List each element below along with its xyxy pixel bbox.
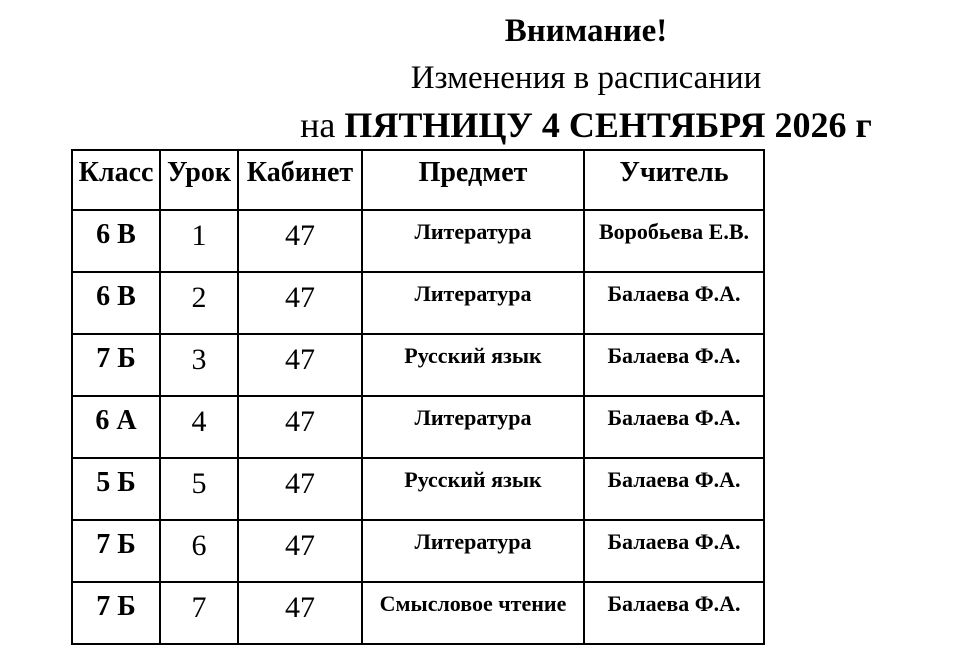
cell-class: 5 Б bbox=[72, 458, 160, 520]
cell-room: 47 bbox=[238, 582, 362, 644]
cell-subject: Русский язык bbox=[362, 334, 584, 396]
cell-subject: Литература bbox=[362, 272, 584, 334]
table-row bbox=[72, 582, 764, 644]
cell-class: 6 В bbox=[72, 210, 160, 272]
cell-class: 7 Б bbox=[72, 520, 160, 582]
cell-teacher: Балаева Ф.А. bbox=[584, 396, 764, 458]
cell-subject: Литература bbox=[362, 520, 584, 582]
cell-room: 47 bbox=[238, 272, 362, 334]
cell-subject: Литература bbox=[362, 396, 584, 458]
cell-class: 7 Б bbox=[72, 582, 160, 644]
cell-lesson: 1 bbox=[160, 210, 238, 272]
table-row bbox=[72, 272, 764, 334]
schedule-table bbox=[71, 149, 765, 645]
cell-class: 6 В bbox=[72, 272, 160, 334]
notice-date-line bbox=[100, 107, 972, 143]
notice-title: Внимание! bbox=[504, 13, 668, 49]
cell-room: 47 bbox=[238, 520, 362, 582]
cell-teacher: Воробьева Е.В. bbox=[584, 210, 764, 272]
cell-lesson: 2 bbox=[160, 272, 238, 334]
cell-room: 47 bbox=[238, 210, 362, 272]
date-prefix: на bbox=[300, 105, 336, 145]
table-row bbox=[72, 458, 764, 520]
cell-teacher: Балаева Ф.А. bbox=[584, 334, 764, 396]
header-lesson: Урок bbox=[160, 150, 238, 210]
cell-class: 6 А bbox=[72, 396, 160, 458]
header-room: Кабинет bbox=[238, 150, 362, 210]
table-row bbox=[72, 396, 764, 458]
cell-subject: Литература bbox=[362, 210, 584, 272]
table-header-row bbox=[72, 150, 764, 210]
cell-room: 47 bbox=[238, 458, 362, 520]
header-subject: Предмет bbox=[362, 150, 584, 210]
cell-teacher: Балаева Ф.А. bbox=[584, 272, 764, 334]
header-teacher: Учитель bbox=[584, 150, 764, 210]
cell-lesson: 7 bbox=[160, 582, 238, 644]
cell-lesson: 5 bbox=[160, 458, 238, 520]
cell-teacher: Балаева Ф.А. bbox=[584, 582, 764, 644]
cell-subject: Смысловое чтение bbox=[362, 582, 584, 644]
cell-teacher: Балаева Ф.А. bbox=[584, 458, 764, 520]
table-row bbox=[72, 210, 764, 272]
cell-teacher: Балаева Ф.А. bbox=[584, 520, 764, 582]
table-row bbox=[72, 334, 764, 396]
table-row bbox=[72, 520, 764, 582]
cell-lesson: 3 bbox=[160, 334, 238, 396]
date-value: ПЯТНИЦУ 4 СЕНТЯБРЯ 2026 г bbox=[344, 105, 872, 145]
cell-room: 47 bbox=[238, 396, 362, 458]
cell-room: 47 bbox=[238, 334, 362, 396]
cell-class: 7 Б bbox=[72, 334, 160, 396]
header-class: Класс bbox=[72, 150, 160, 210]
cell-subject: Русский язык bbox=[362, 458, 584, 520]
cell-lesson: 6 bbox=[160, 520, 238, 582]
cell-lesson: 4 bbox=[160, 396, 238, 458]
notice-subtitle: Изменения в расписании bbox=[410, 60, 762, 96]
